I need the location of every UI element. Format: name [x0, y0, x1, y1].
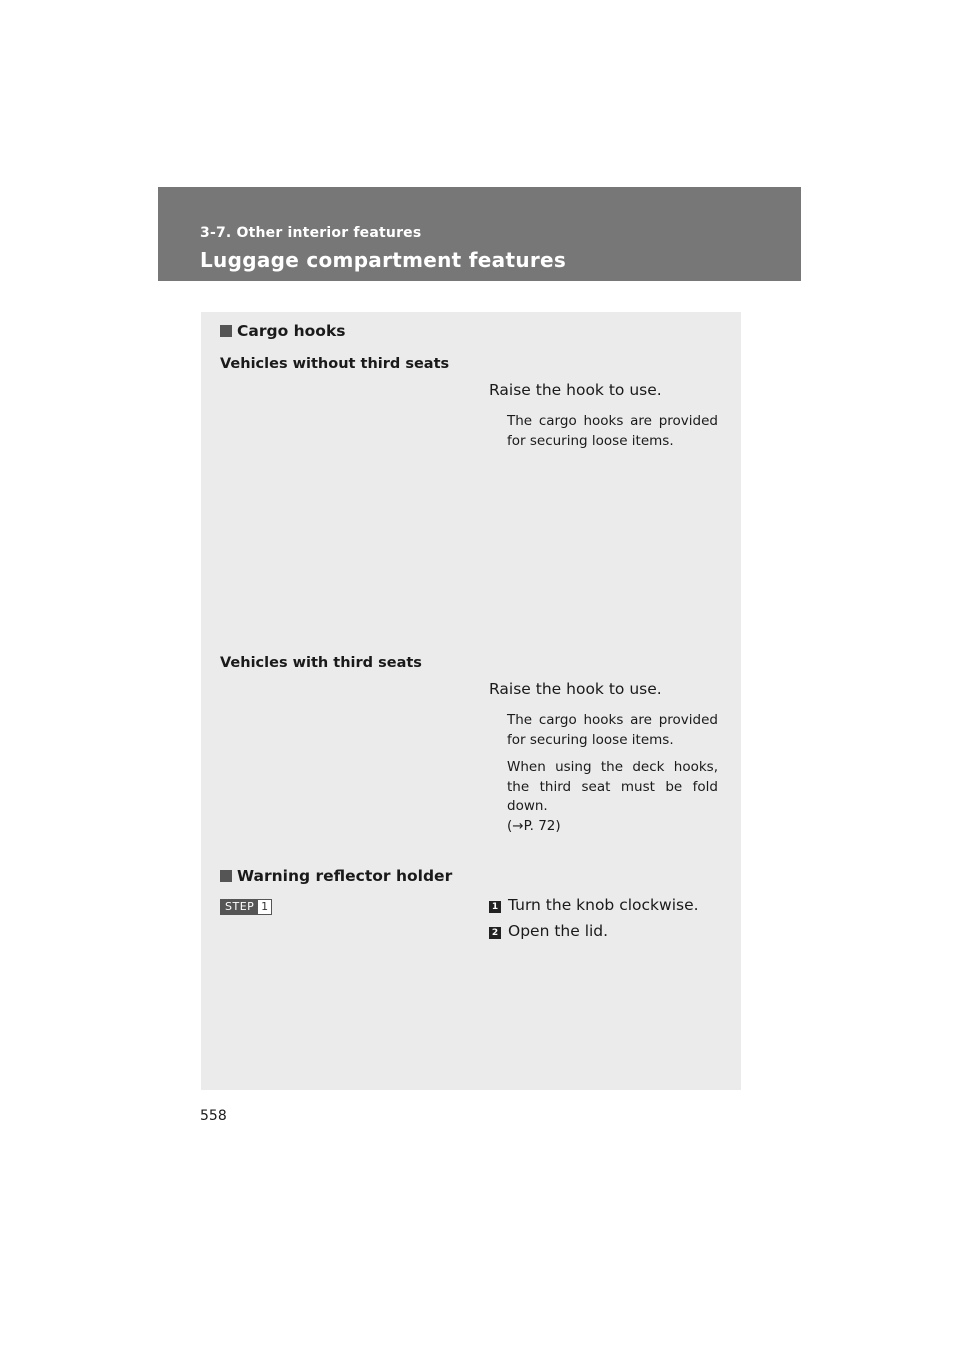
step-item-1-text: Turn the knob clockwise. — [508, 896, 699, 914]
content-box — [201, 312, 741, 1090]
step-number-icon: 1 — [489, 901, 501, 913]
page-reference-link[interactable]: (→P. 72) — [507, 817, 561, 834]
without-third-seats-label: Vehicles without third seats — [220, 356, 450, 372]
with-third-seats-note-2 — [507, 758, 718, 836]
step-badge — [220, 899, 272, 915]
step-number: 1 — [261, 900, 269, 913]
with-third-seats-note-1: The cargo hooks are provided for securing loose items. — [507, 712, 718, 748]
warning-reflector-heading-text: Warning reflector holder — [237, 867, 453, 885]
with-third-seats-instruction: Raise the hook to use. — [489, 680, 662, 698]
without-third-seats-note: The cargo hooks are provided for securing loose items. — [507, 413, 718, 449]
without-third-seats-instruction: Raise the hook to use. — [489, 381, 662, 399]
square-bullet-icon — [220, 870, 232, 882]
cargo-hooks-heading-text: Cargo hooks — [237, 322, 346, 340]
step-word: STEP — [221, 900, 258, 914]
header-band — [158, 187, 801, 281]
square-bullet-icon — [220, 325, 232, 337]
step-item-2-text: Open the lid. — [508, 922, 609, 940]
warning-reflector-heading — [220, 867, 452, 885]
with-third-seats-label: Vehicles with third seats — [220, 655, 422, 671]
step-item-1 — [489, 896, 699, 914]
step-number-icon: 2 — [489, 927, 501, 939]
section-label: 3-7. Other interior features — [200, 225, 422, 241]
with-third-seats-note-2-text: When using the deck hooks, the third seat must be fold down. — [507, 759, 718, 814]
step-item-2 — [489, 922, 608, 940]
page-number: 558 — [200, 1108, 227, 1124]
page-title: Luggage compartment features — [200, 248, 567, 272]
cargo-hooks-heading — [220, 322, 346, 340]
